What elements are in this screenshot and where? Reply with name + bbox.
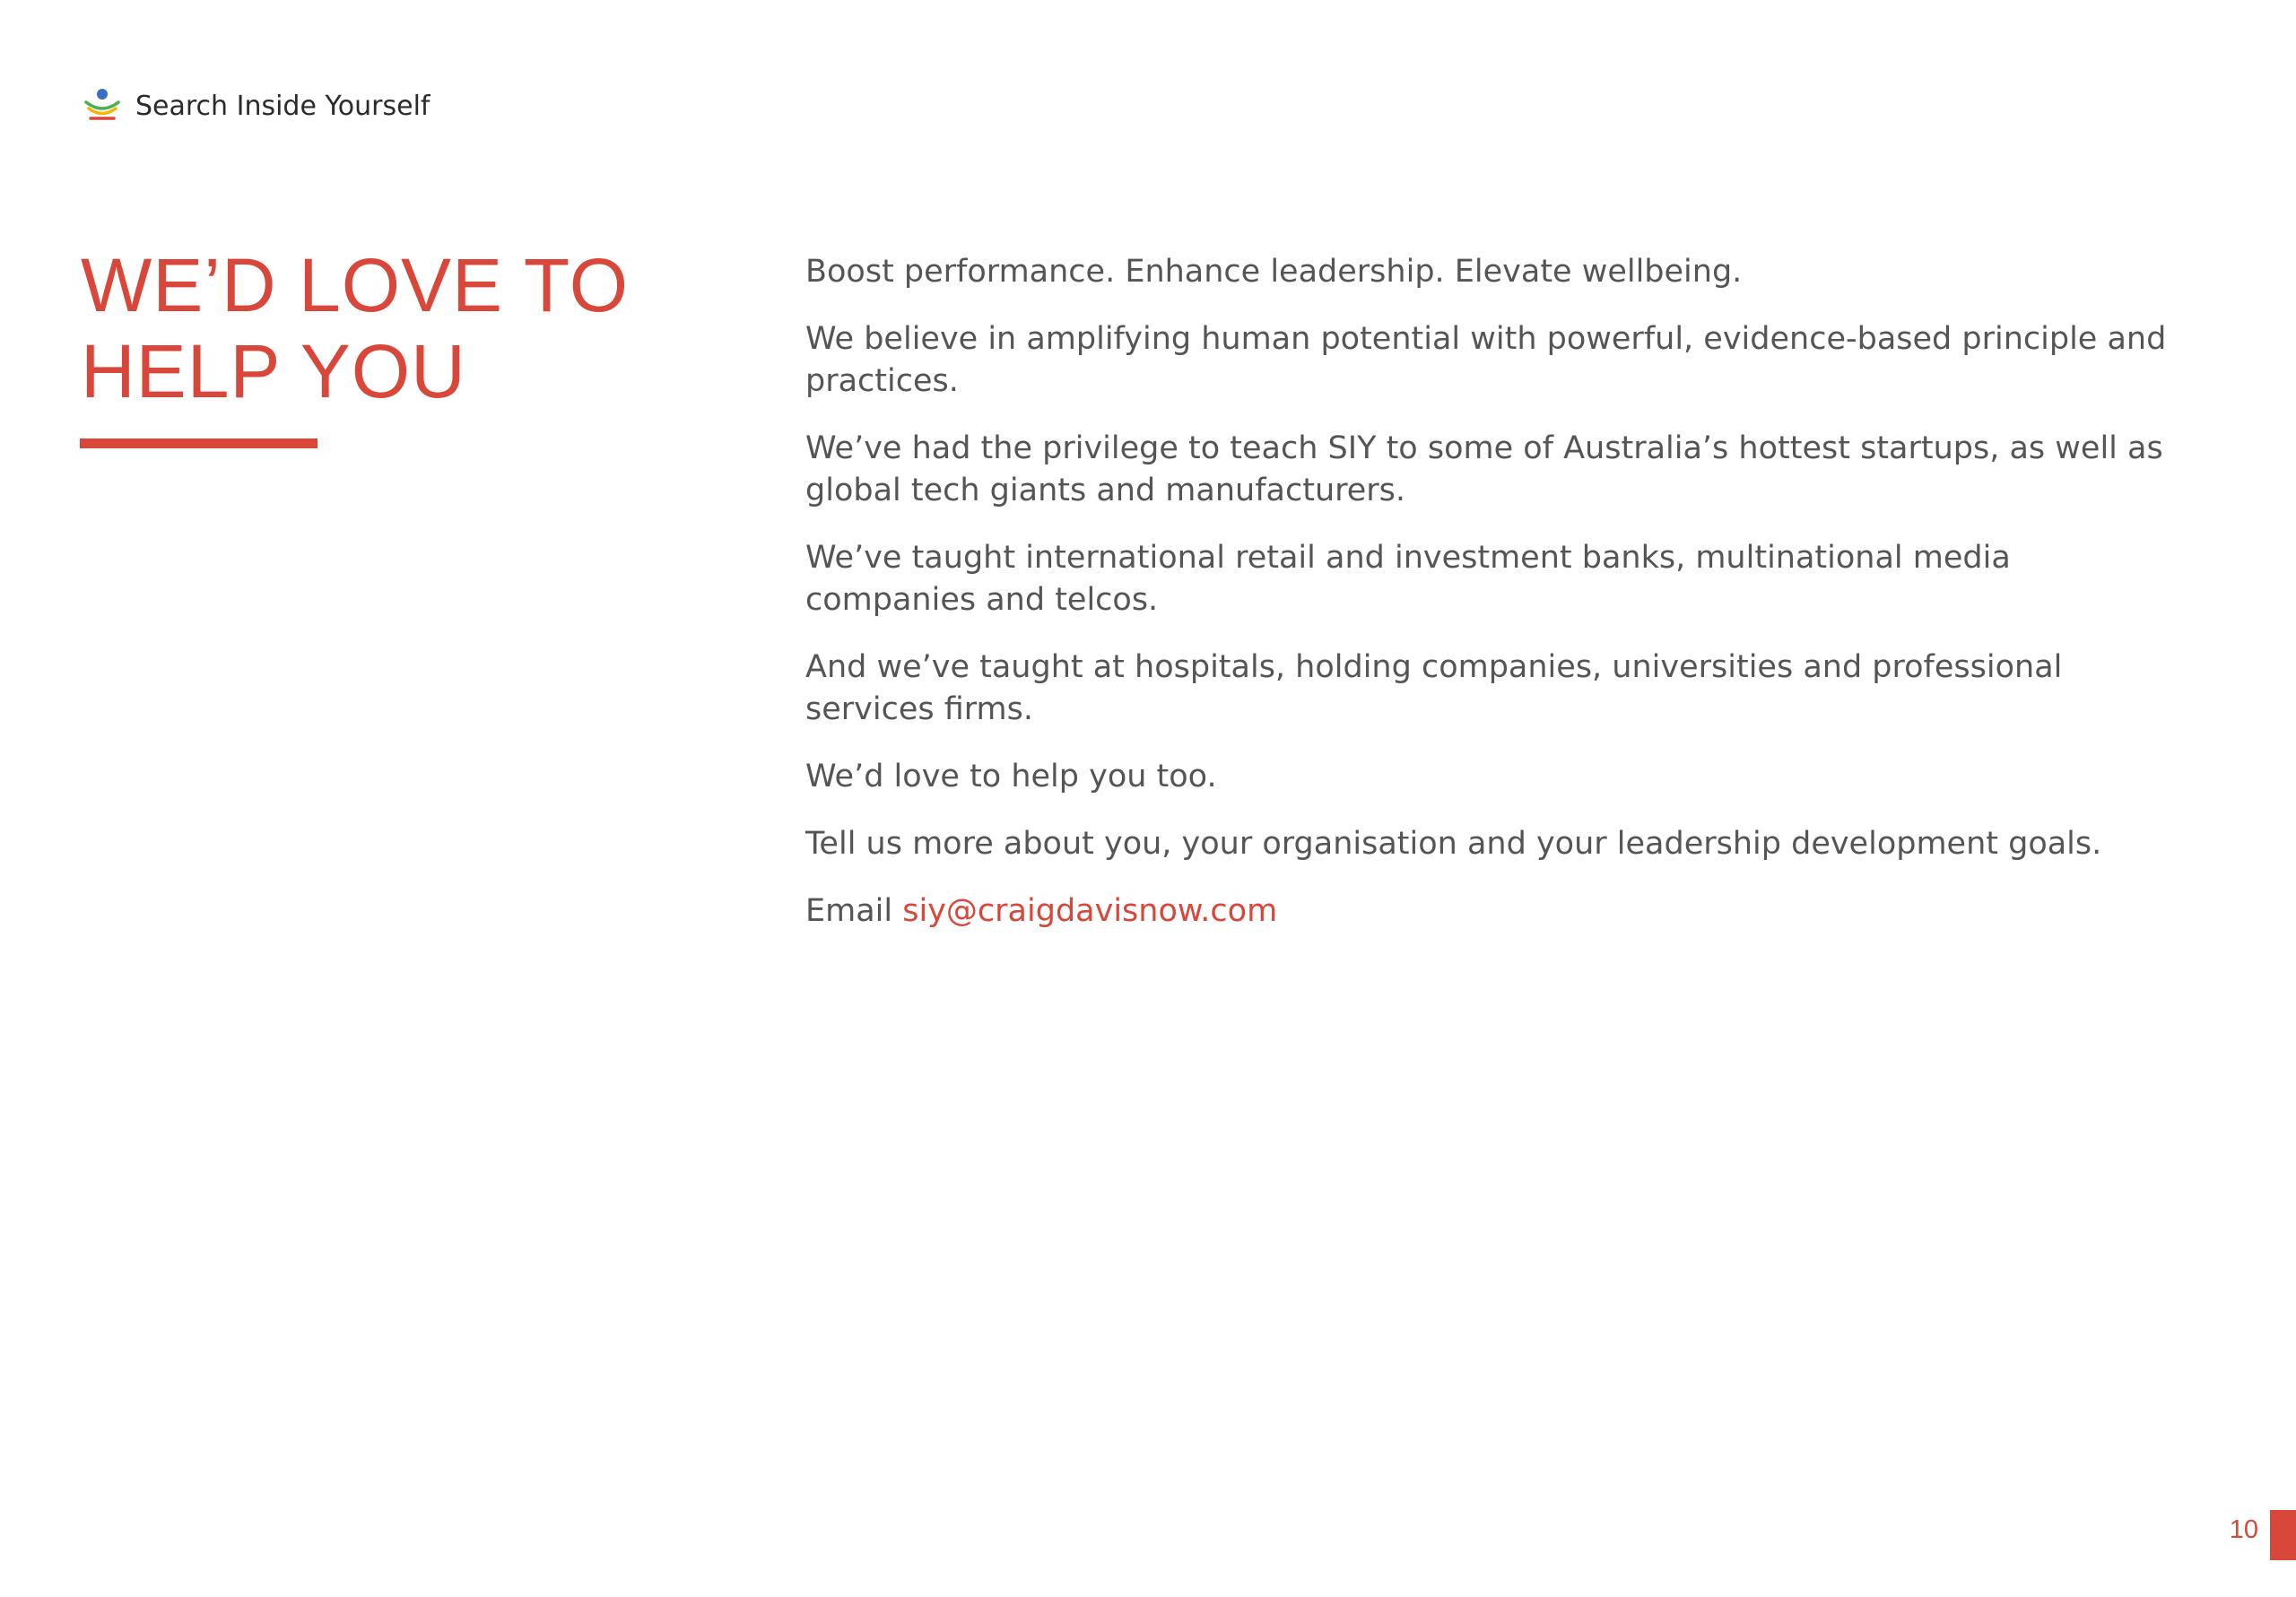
paragraph-help: We’d love to help you too. xyxy=(805,759,1217,794)
paragraph-tell-us: Tell us more about you, your organisation and your leadership development goals. xyxy=(805,826,2102,862)
body-copy xyxy=(805,251,2169,958)
page-title-line-2: HELP YOU xyxy=(81,329,466,413)
siy-lotus-icon xyxy=(83,86,122,126)
brand-header xyxy=(83,86,430,126)
page-title xyxy=(81,242,629,414)
title-underline xyxy=(80,438,317,448)
paragraph-hospitals: And we’ve taught at hospitals, holding companies, universities and professional services firms. xyxy=(805,649,2063,727)
email-label: Email xyxy=(805,893,893,929)
page-number: 10 xyxy=(2229,1515,2258,1544)
paragraph-startups: We’ve had the privilege to teach SIY to some of Australia’s hottest startups, as well as global tech giants and manufacturers. xyxy=(805,430,2163,508)
paragraph-belief: We believe in amplifying human potential with powerful, evidence-based principle and practices. xyxy=(805,321,2167,399)
paragraph-tagline: Boost performance. Enhance leadership. Elevate wellbeing. xyxy=(805,254,1743,290)
paragraph-banks: We’ve taught international retail and investment banks, multinational media companies and telcos. xyxy=(805,540,2011,618)
email-link[interactable]: siy@craigdavisnow.com xyxy=(902,893,1278,929)
page-tab-marker xyxy=(2270,1510,2296,1560)
brand-name: Search Inside Yourself xyxy=(135,90,430,122)
page-title-line-1: WE’D LOVE TO xyxy=(81,243,630,327)
contact-line xyxy=(805,890,2169,933)
